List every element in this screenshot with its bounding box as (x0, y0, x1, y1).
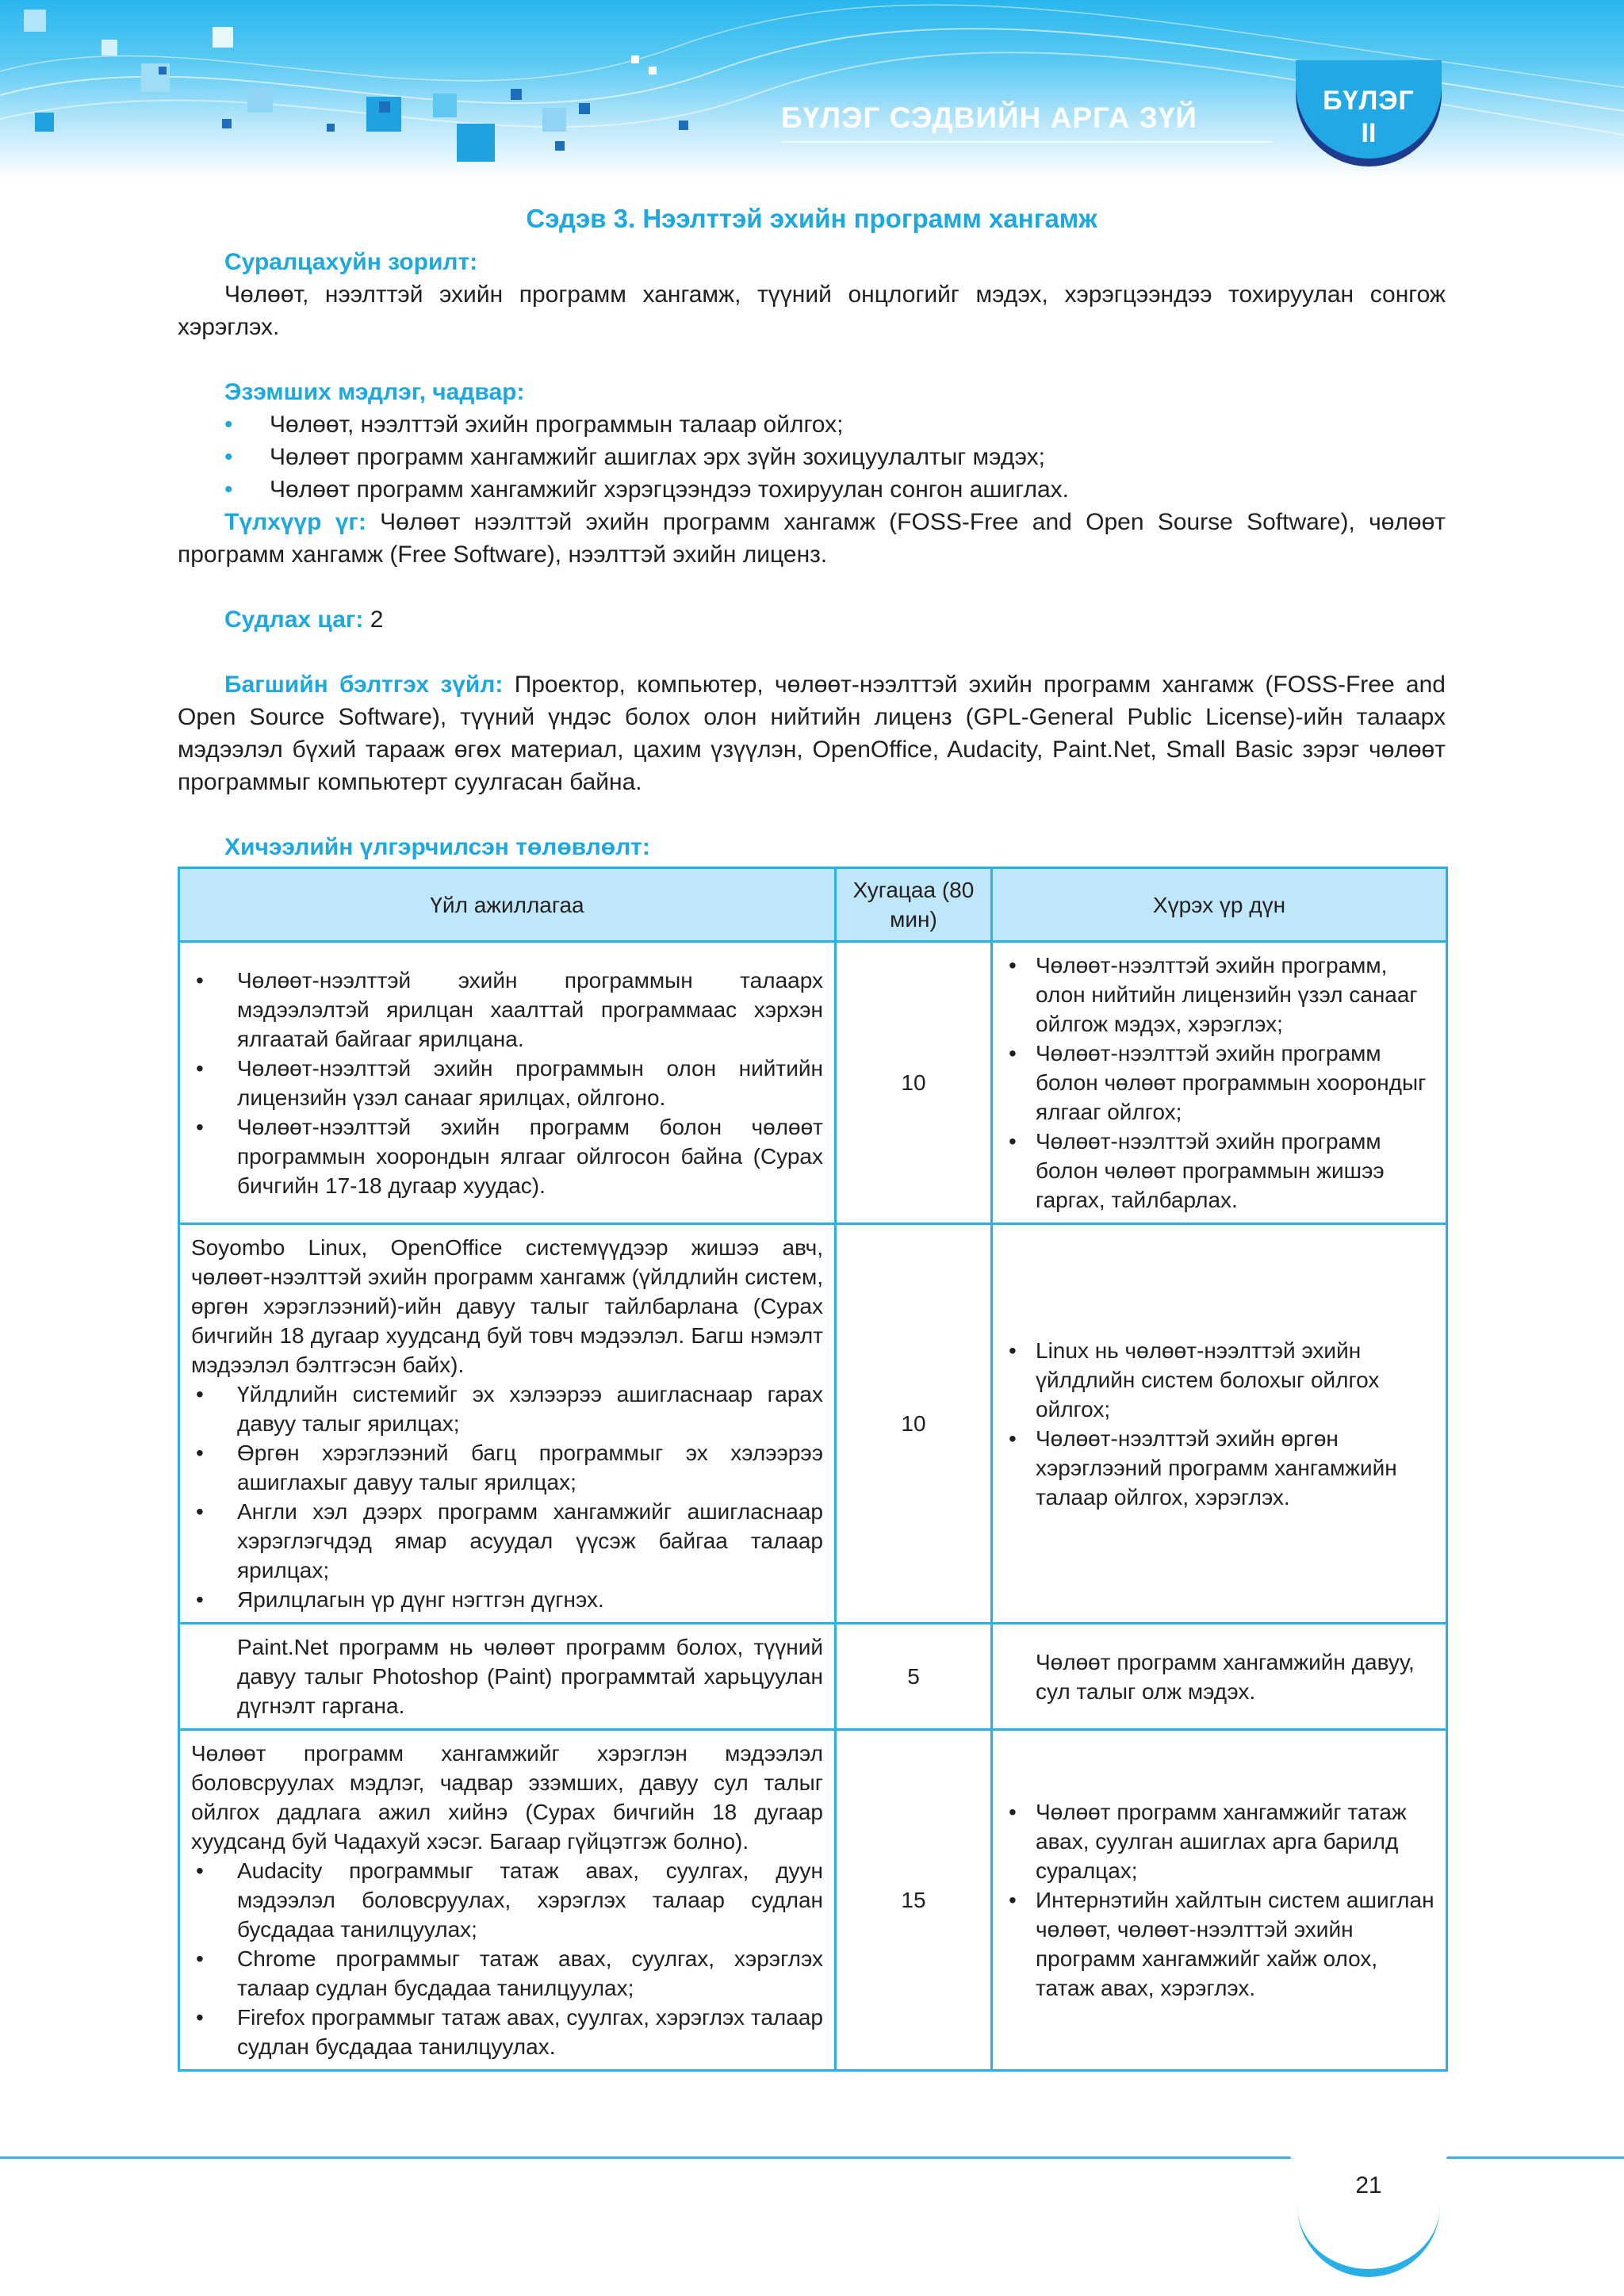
activity-item: • Firefox программыг татаж авах, суулгах, хэрэглэх талаар судлан бусдадаа танилцуулах. (191, 2003, 823, 2061)
outcome-cell (992, 1224, 1447, 1624)
outcome-item: • Чөлөөт-нээлттэй эхийн программ, олон нийтийн лицензийн үзэл санааг ойлгож мэдэх, хэрэглэх; (1004, 951, 1434, 1039)
topic-title: Сэдэв 3. Нээлттэй эхийн программ хангамж (526, 204, 1097, 233)
table-row (179, 1730, 1447, 2071)
outcome-list (1004, 951, 1434, 1215)
hours-line (178, 603, 1446, 636)
activity-item: • Чөлөөт-нээлттэй эхийн программын талаарх мэдээлэлтэй ярилцан хаалттай программаас хэрхэн ялгаатай байгааг ярилцана. (191, 966, 823, 1054)
lesson-plan-table (178, 867, 1448, 2072)
skills-heading: Эзэмших мэдлэг, чадвар: (224, 379, 525, 405)
activity-list (191, 966, 823, 1200)
activity-item: • Audacity программыг татаж авах, суулгах, дуун мэдээлэл боловсруулах, хэрэглэх талаар судлан бусдадаа танилцуулах; (191, 1856, 823, 1944)
column-header-time: Хугацаа (80 мин) (836, 868, 992, 942)
objective-text: Чөлөөт, нээлттэй эхийн программ хангамж, түүний онцлогийг мэдэх, хэрэгцээндээ тохируулан сонгож хэрэглэх. (178, 281, 1446, 340)
activity-item: • Чөлөөт-нээлттэй эхийн программ болон чөлөөт программын хоорондын ялгааг ойлгосон байна (Сурах бичгийн 17-18 дугаар хуудас). (191, 1112, 823, 1200)
page-number: 21 (1355, 2172, 1382, 2198)
activity-cell (179, 1624, 836, 1730)
activity-item: • Ярилцлагын үр дүнг нэгтгэн дүгнэх. (191, 1585, 823, 1614)
teacher-prep-paragraph (178, 668, 1446, 798)
outcome-item: • Чөлөөт-нээлттэй эхийн программ болон чөлөөт программын хоорондыг ялгааг ойлгох; (1004, 1039, 1434, 1127)
header-rule (781, 141, 1273, 143)
outcome-item: • Интернэтийн хайлтын систем ашиглан чөлөөт, чөлөөт-нээлттэй эхийн программ хангамжийг хайж олох, татаж авах, хэрэглэх. (1004, 1885, 1434, 2003)
activity-item: • Чөлөөт-нээлттэй эхийн программын олон нийтийн лицензийн үзэл санааг ярилцах, ойлгоно. (191, 1054, 823, 1112)
hours-heading: Судлах цаг: (224, 607, 364, 633)
objective-heading: Суралцахуйн зорилт: (224, 249, 478, 275)
outcome-cell (992, 1624, 1447, 1730)
chapter-label: БҮЛЭГ (1323, 86, 1415, 116)
activity-item: • Chrome программыг татаж авах, суулгах, хэрэглэх талаар судлан бусдадаа танилцуулах; (191, 1944, 823, 2003)
duration-cell: 10 (836, 1224, 992, 1624)
outcome-cell (992, 1730, 1447, 2071)
keywords-heading: Түлхүүр үг: (224, 509, 366, 535)
outcome-item: • Чөлөөт-нээлттэй эхийн өргөн хэрэглээний программ хангамжийн талаар ойлгох, хэрэглэх. (1004, 1424, 1434, 1512)
table-row (179, 1624, 1447, 1730)
keywords-text: Чөлөөт нээлттэй эхийн программ хангамж (FOSS-Free and Open Sourse Software), чөлөөт программ хангамж (Free Software), нээлттэй эхийн лиценз. (178, 509, 1446, 568)
activity-item: • Англи хэл дээрх программ хангамжийг ашигласнаар хэрэглэгчдэд ямар асуудал үүсэж байгаа талаар ярилцах; (191, 1497, 823, 1585)
outcome-item: • Linux нь чөлөөт-нээлттэй эхийн үйлдлийн систем болохыг ойлгох ойлгох; (1004, 1336, 1434, 1424)
activity-item: • Өргөн хэрэглээний багц программыг эх хэлээрээ ашиглахыг давуу талыг ярилцах; (191, 1438, 823, 1497)
activity-cell (179, 1224, 836, 1624)
table-row (179, 942, 1447, 1224)
chapter-tab (1296, 60, 1442, 159)
skill-item: • Чөлөөт программ хангамжийг ашиглах эрх зүйн зохицуулалтыг мэдэх; (178, 441, 1446, 473)
activity-cell (179, 942, 836, 1224)
footer-notch (1288, 2145, 1450, 2172)
skill-item: • Чөлөөт, нээлттэй эхийн программын талаар ойлгох; (178, 408, 1446, 441)
spacer (178, 343, 1446, 376)
header-title: БҮЛЭГ СЭДВИЙН АРГА ЗҮЙ (781, 101, 1198, 134)
activity-intro: Чөлөөт программ хангамжийг хэрэглэн мэдээлэл боловсруулах мэдлэг, чадвар эзэмших, давуу сул талыг ойлгох дадлага ажил хийнэ (Сурах бичгийн 18 дугаар хуудсанд буй Чадахуй хэсэг. Багаар гүйцэтгэж болно). (191, 1741, 823, 1854)
activity-note: Paint.Net программ нь чөлөөт программ болох, түүний давуу талыг Photoshop (Paint) программтай харьцуулан дүгнэлт гаргана. (237, 1635, 823, 1718)
activity-item: • Үйлдлийн системийг эх хэлээрээ ашигласнаар гарах давуу талыг ярилцах; (191, 1380, 823, 1438)
hours-value: 2 (370, 607, 384, 633)
duration-cell: 5 (836, 1624, 992, 1730)
table-row (179, 1224, 1447, 1624)
page-content (178, 198, 1446, 2072)
teacher-prep-text: Проектор, компьютер, чөлөөт-нээлттэй эхийн программ хангамж (FOSS-Free and Open Source Software), түүний үндэс болох олон нийтийн лиценз (GPL-General Public License)-ийн талаарх мэдээлэл бүхий тараaж өгөх материал, цахим үзүүлэн, OpenOffice, Audacity, Paint.Net, Small Basic зэрэг чөлөөт программыг компьютерт суулгасан байна. (178, 672, 1446, 795)
duration-cell: 15 (836, 1730, 992, 2071)
teacher-prep-heading: Багшийн бэлтгэх зүйл: (224, 672, 504, 698)
spacer (178, 636, 1446, 668)
outcome-text: Чөлөөт программ хангамжийн давуу, сул талыг олж мэдэх. (1036, 1649, 1415, 1704)
column-header-activity: Үйл ажиллагаа (179, 868, 836, 942)
plan-heading: Хичээлийн үлгэрчилсэн төлөвлөлт: (224, 834, 650, 860)
table-header-row (179, 868, 1447, 942)
table-body (179, 942, 1447, 2071)
outcome-cell (992, 942, 1447, 1224)
spacer (178, 798, 1446, 831)
activity-list (191, 1856, 823, 2061)
outcome-item: • Чөлөөт программ хангамжийг татаж авах, суулган ашиглах арга барилд суралцах; (1004, 1797, 1434, 1885)
spacer (178, 571, 1446, 603)
chapter-number: II (1361, 118, 1377, 148)
outcome-item: • Чөлөөт-нээлттэй эхийн программ болон чөлөөт программын жишээ гаргах, тайлбарлах. (1004, 1127, 1434, 1215)
activity-cell (179, 1730, 836, 2071)
keywords-paragraph (178, 506, 1446, 571)
skills-list (178, 408, 1446, 506)
activity-intro: Soyombo Linux, OpenOffice системүүдээр жишээ авч, чөлөөт-нээлттэй эхийн программ хангамж (үйлдлийн систем, өргөн хэрэглээний)-ийн давуу талыг тайлбарлана (Сурах бичгийн 18 дугаар хуудсанд буй товч мэдээлэл. Багш нэмэлт мэдээлэл бэлтгэсэн байх). (191, 1235, 823, 1377)
skill-item: • Чөлөөт программ хангамжийг хэрэгцээндээ тохируулан сонгон ашиглах. (178, 473, 1446, 506)
duration-cell: 10 (836, 942, 992, 1224)
column-header-outcome: Хүрэх үр дүн (992, 868, 1447, 942)
outcome-list (1004, 1797, 1434, 2003)
activity-list (191, 1380, 823, 1614)
outcome-list (1004, 1336, 1434, 1512)
